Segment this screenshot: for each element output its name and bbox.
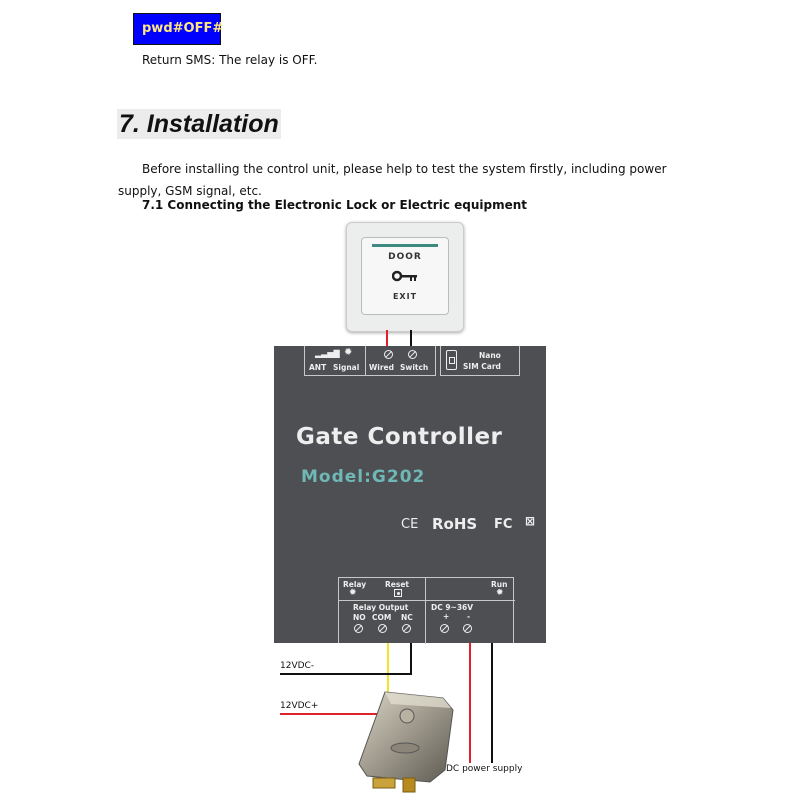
door-label: DOOR	[388, 252, 422, 262]
ce-mark: CE	[401, 517, 419, 532]
screw-terminal-icon	[402, 624, 411, 633]
weee-bin-icon: ⊠	[525, 514, 536, 528]
relay-led-label: Relay	[343, 580, 367, 589]
signal-label: Signal	[333, 363, 360, 372]
subsection-title: 7.1 Connecting the Electronic Lock or Electric equipment	[142, 198, 528, 212]
screw-terminal-icon	[354, 624, 363, 633]
command-box	[133, 13, 224, 45]
no-label: NO	[353, 613, 366, 622]
command-text: pwd#OFF#	[142, 21, 224, 36]
switch-label: Switch	[400, 363, 429, 372]
rohs-mark: RoHS	[432, 515, 478, 533]
fc-mark: FC	[494, 517, 513, 532]
pos-wire-label: 12VDC+	[280, 701, 319, 711]
key-icon	[392, 268, 420, 282]
screw-terminal-icon	[384, 350, 393, 359]
dc-supply-label: DC power supply	[446, 764, 523, 774]
neg-wire-label: 12VDC-	[280, 661, 315, 671]
dc-voltage-label: DC 9~36V	[431, 603, 474, 612]
wire-red-supply	[469, 643, 471, 763]
intro-paragraph: Before installing the control unit, please help to test the system firstly, including power supply, GSM signal, etc.	[118, 162, 667, 198]
ant-signal-panel	[304, 346, 366, 376]
wire-black-neg	[280, 673, 412, 675]
ant-label: ANT	[309, 363, 327, 372]
screw-terminal-icon	[378, 624, 387, 633]
reset-button[interactable]	[394, 589, 402, 597]
gate-controller	[274, 346, 546, 643]
wire-yellow-no	[387, 643, 389, 693]
sim-card-icon	[446, 350, 457, 370]
device-title: Gate Controller	[296, 424, 503, 450]
run-led-icon: ✹	[496, 588, 504, 598]
nc-label: NC	[401, 613, 413, 622]
signal-led-icon: ✹	[344, 347, 353, 358]
nano-label: Nano	[479, 351, 501, 360]
section-title: 7. Installation	[119, 110, 279, 138]
return-sms-text: Return SMS: The relay is OFF.	[142, 53, 318, 67]
run-led-label: Run	[491, 580, 508, 589]
antenna-icon: ▂▃▅▇	[315, 349, 340, 358]
minus-label: -	[467, 612, 471, 621]
device-model: Model:G202	[301, 467, 426, 487]
terminal-panel	[338, 577, 514, 643]
com-label: COM	[372, 613, 392, 622]
indicator-strip	[372, 244, 438, 247]
reset-label: Reset	[385, 580, 409, 589]
electric-lock-icon	[355, 690, 455, 795]
door-exit-button	[346, 222, 464, 332]
relay-output-label: Relay Output	[353, 603, 409, 612]
wired-label: Wired	[369, 363, 394, 372]
exit-label: EXIT	[392, 292, 418, 301]
screw-terminal-icon	[408, 350, 417, 359]
wire-black-supply	[491, 643, 493, 763]
sim-card-label: SIM Card	[463, 362, 501, 371]
screw-terminal-icon	[440, 624, 449, 633]
screw-terminal-icon	[463, 624, 472, 633]
wired-switch-panel	[365, 346, 436, 376]
sim-card-panel	[440, 346, 520, 376]
wire-black-com	[410, 643, 412, 675]
plus-label: +	[443, 612, 450, 621]
relay-led-icon: ✹	[349, 588, 357, 598]
